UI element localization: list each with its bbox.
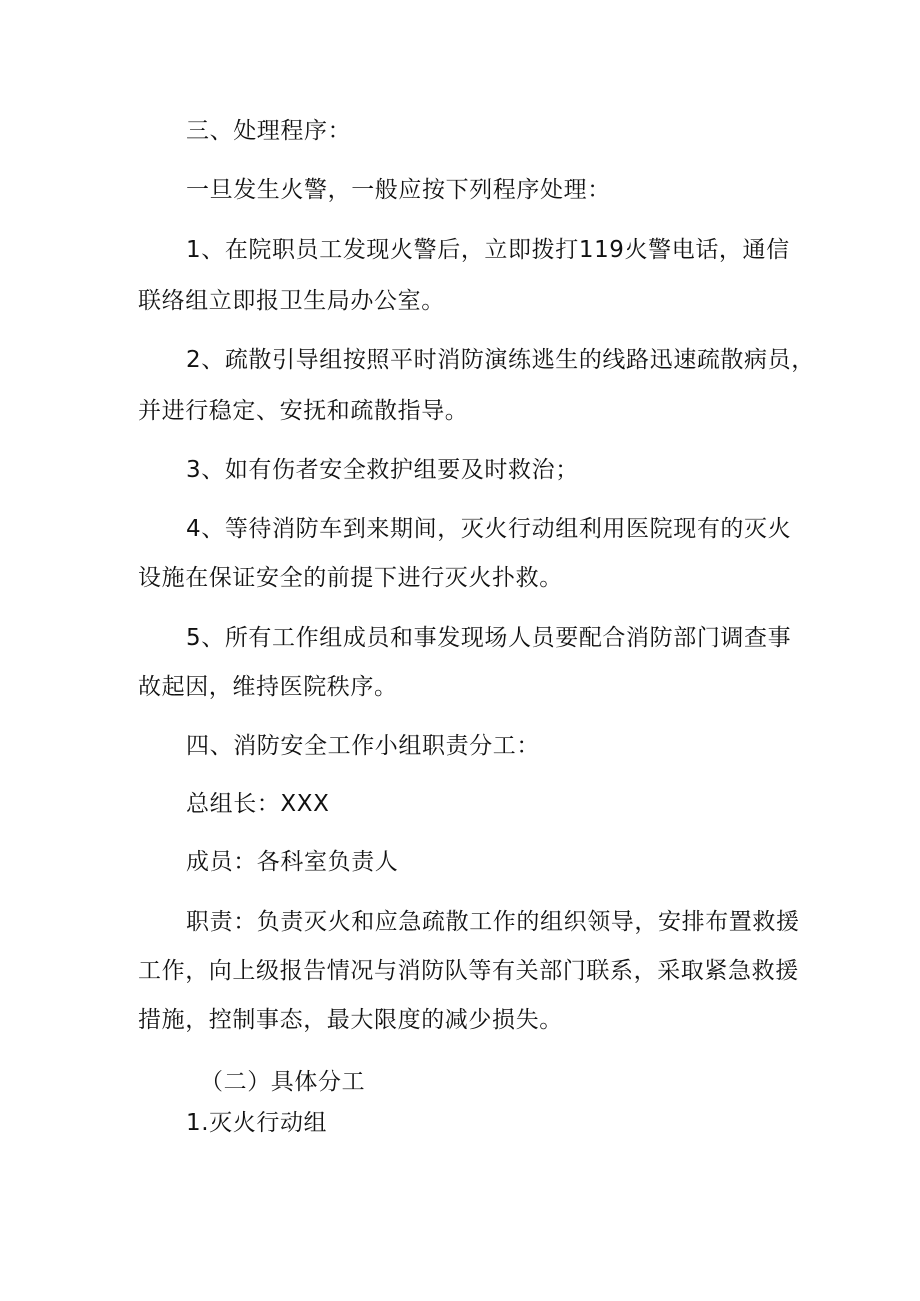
item1-heading: 1.灭火行动组 [186,1110,328,1136]
duties-line3: 措施，控制事态，最大限度的减少损失。 [138,1007,563,1033]
section3-heading: 三、处理程序： [186,118,352,144]
duties-line2: 工作，向上级报告情况与消防队等有关部门联系，采取紧急救援 [138,958,799,984]
subsection-heading: （二）具体分工 [200,1069,366,1095]
step5-line1: 5、所有工作组成员和事发现场人员要配合消防部门调查事 [186,625,792,651]
section4-heading: 四、消防安全工作小组职责分工： [186,733,540,759]
step1-line2: 联络组立即报卫生局办公室。 [138,288,445,314]
step1-line1: 1、在院职员工发现火警后，立即拨打119火警电话，通信 [186,237,790,263]
step5-line2: 故起因，维持医院秩序。 [138,674,398,700]
step3-line: 3、如有伤者安全救护组要及时救治； [186,457,579,483]
duties-line1: 职责：负责灭火和应急疏散工作的组织领导，安排布置救援 [186,909,800,935]
intro-paragraph: 一旦发生火警，一般应按下列程序处理： [186,177,611,203]
leader-line: 总组长：XXX [186,791,330,817]
step2-line2: 并进行稳定、安抚和疏散指导。 [138,398,469,424]
members-line: 成员：各科室负责人 [186,849,399,875]
step4-line1: 4、等待消防车到来期间，灭火行动组利用医院现有的灭火 [186,516,792,542]
step4-line2: 设施在保证安全的前提下进行灭火扑救。 [138,565,563,591]
step2-line1: 2、疏散引导组按照平时消防演练逃生的线路迅速疏散病员， [186,347,815,373]
